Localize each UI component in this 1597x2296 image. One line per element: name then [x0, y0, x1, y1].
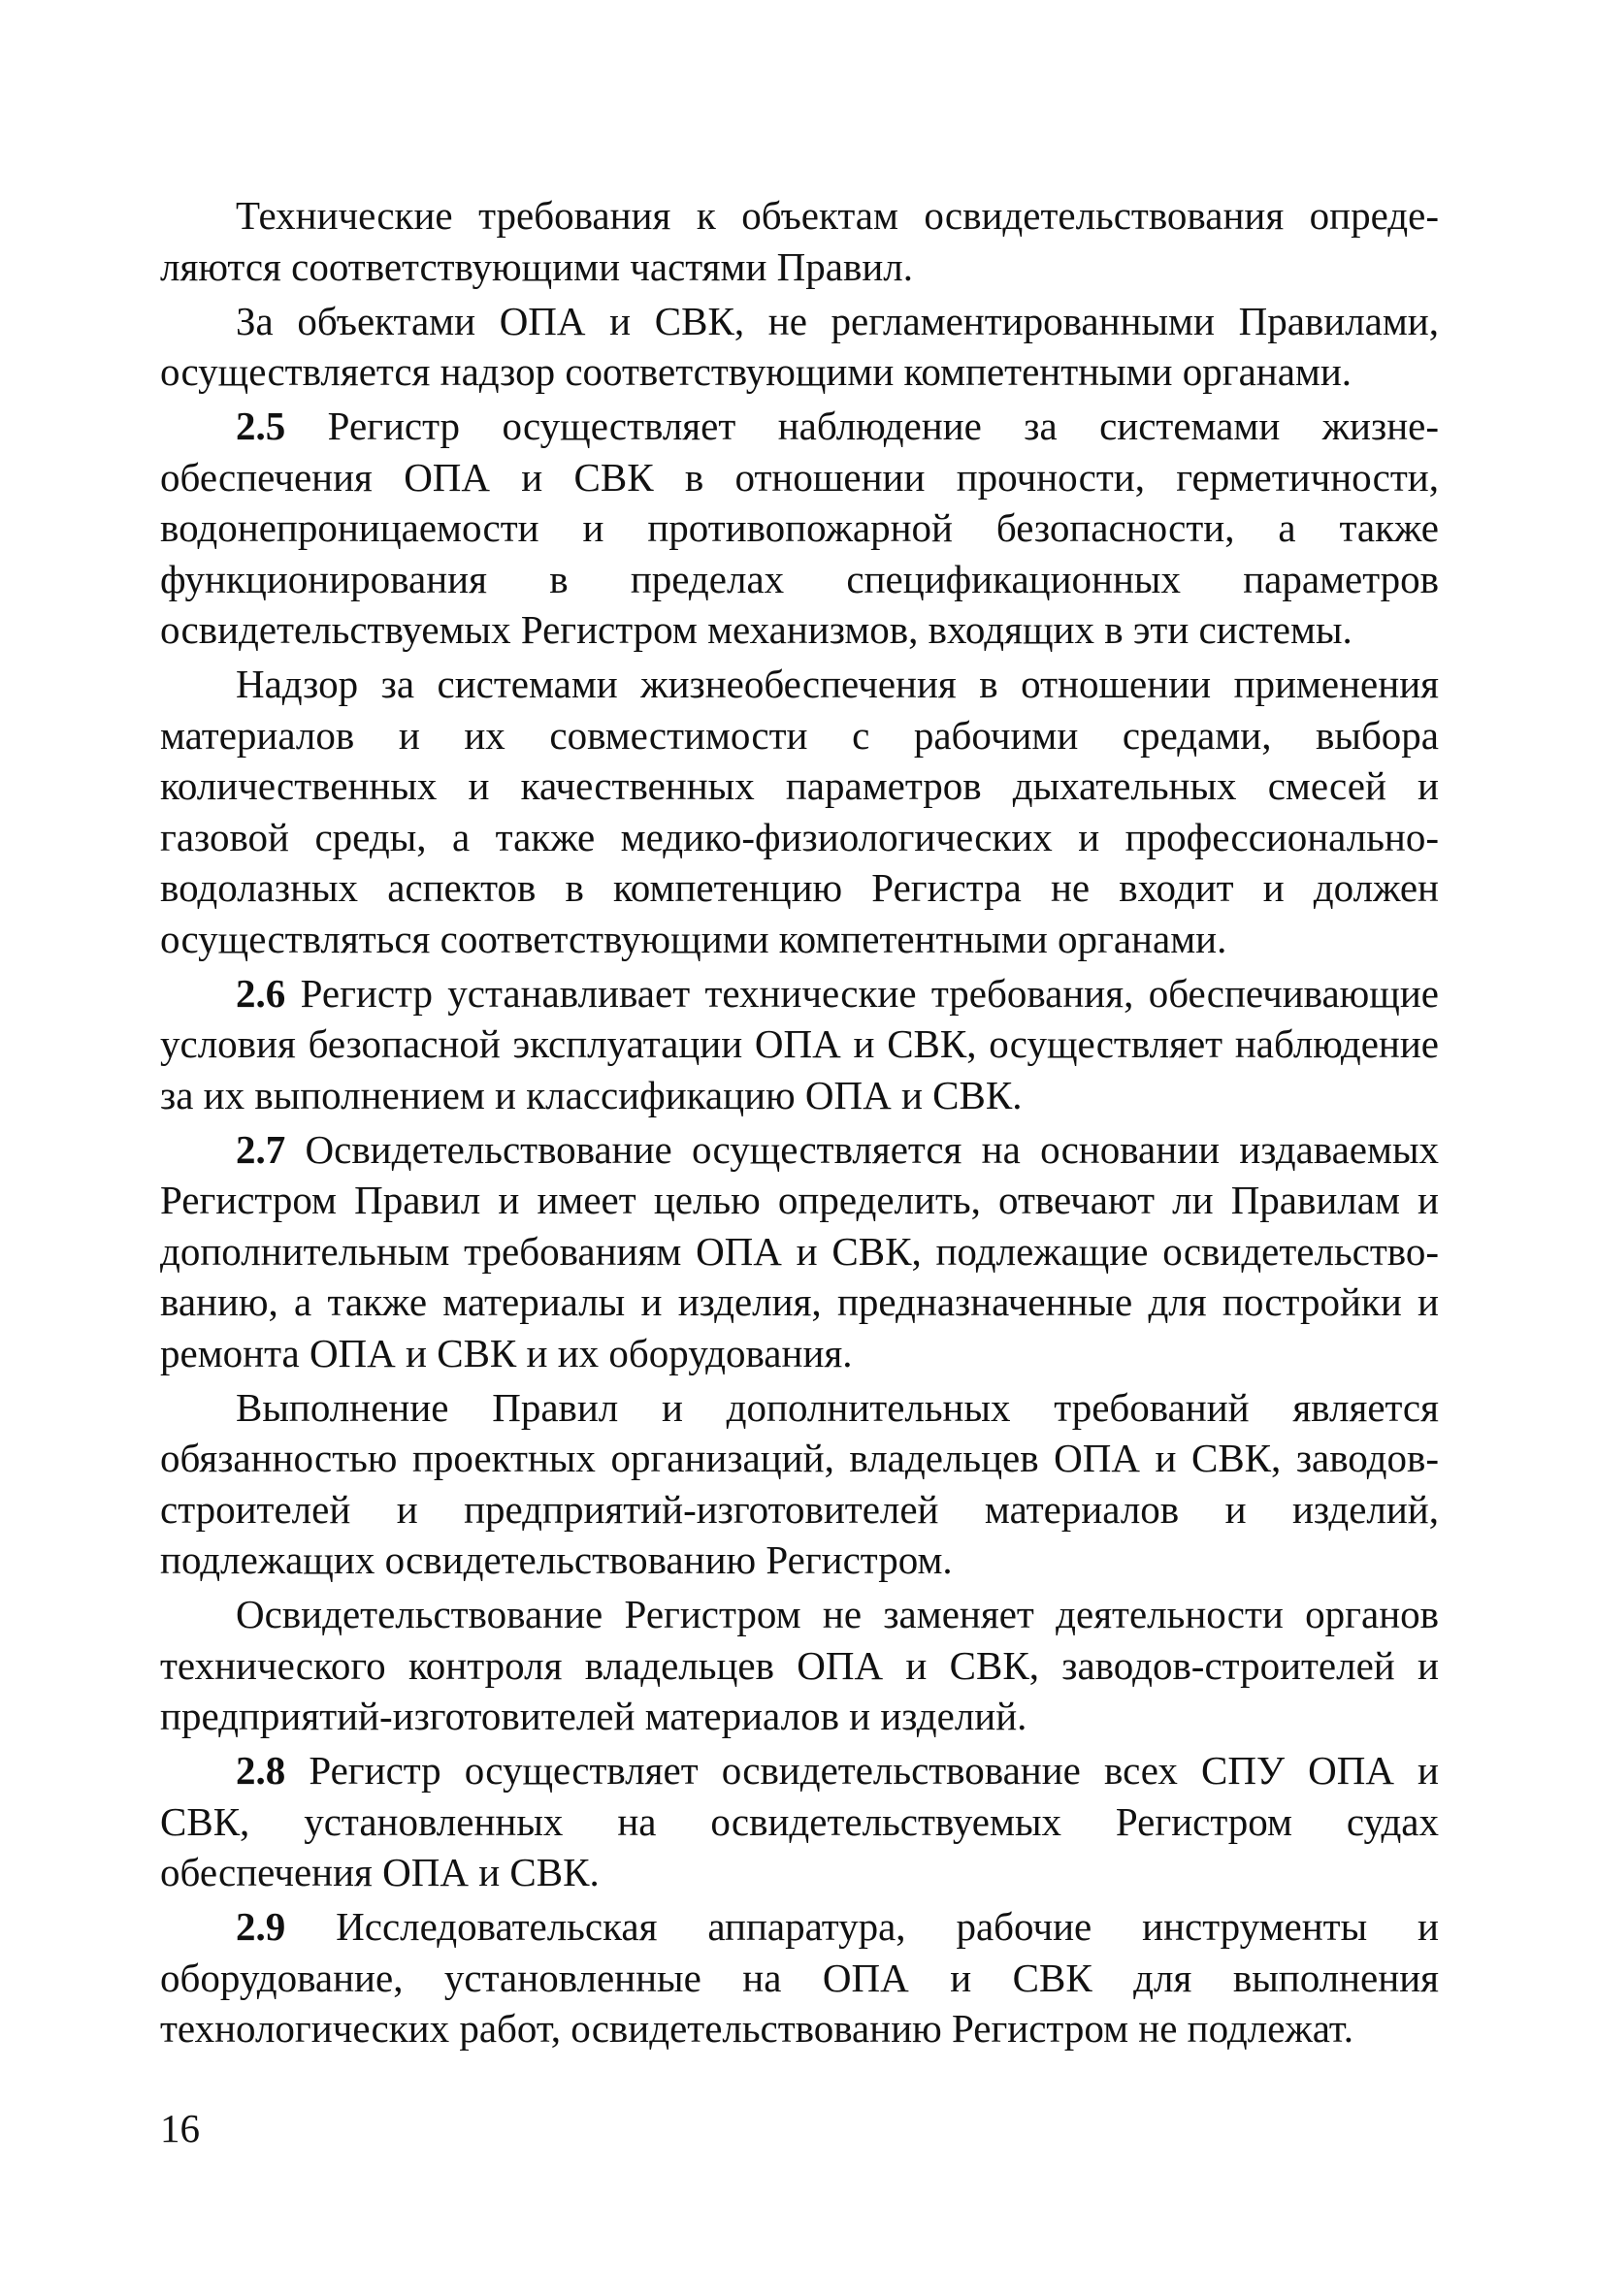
paragraph [160, 190, 1439, 292]
page-number: 16 [160, 2106, 200, 2150]
paragraph-text: Надзор за системами жизнеобеспечения в отношении применения материалов и их совместимости с рабочими средами, выбора количественных и качественных параметров дыхательных смесей и газовой среды, а также медико-физиологических и профессионально-водолазных аспектов в компетенцию Регистра не входит и должен осуществляться соответствующими компетентными органами. [160, 662, 1439, 961]
paragraph-text: Исследовательская аппаратура, рабочие инструменты и оборудование, установленные на ОПА и СВК для выполнения технологических работ, освидетельствованию Регистром не подлежат. [160, 1904, 1439, 2051]
clause-number: 2.9 [236, 1904, 286, 1949]
paragraph [160, 1382, 1439, 1586]
paragraph-text: Освидетельствование осуществляется на основании издаваемых Регистром Правил и имеет целью определить, отвечают ли Правилам и дополнительным требованиям ОПА и СВК, подлежащие освидетельствованию, а также материалы и изделия, предназначенные для постройки и ремонта ОПА и СВК и их оборудования. [160, 1126, 1439, 1375]
paragraph-text: Регистр устанавливает технические требования, обеспечивающие условия безопасной эксплуатации ОПА и СВК, осуществляет наблюдение за их выполнением и классификацию ОПА и СВК. [160, 970, 1439, 1117]
paragraph [160, 1745, 1439, 1898]
body-text [160, 190, 1439, 2057]
paragraph [160, 659, 1439, 964]
paragraph-text: Регистр осуществляет наблюдение за системами жизнеобеспечения ОПА и СВК в отношении прочности, герметичности, водонепроницаемости и противопожарной безопасности, а также функционирования в пределах спецификационных параметров освидетельствуемых Регистром механизмов, входящих в эти системы. [160, 404, 1439, 652]
paragraph [160, 1124, 1439, 1379]
paragraph [160, 296, 1439, 398]
paragraph [160, 401, 1439, 656]
clause-number: 2.5 [236, 404, 286, 448]
paragraph-text: Выполнение Правил и дополнительных требований является обязанностью проектных организаций, владельцев ОПА и СВК, заводов-строителей и предприятий-изготовителей материалов и изделий, подлежащих освидетельствованию Регистром. [160, 1384, 1439, 1582]
paragraph-text: Регистр осуществляет освидетельствование всех СПУ ОПА и СВК, установленных на освидетельствуемых Регистром судах обеспечения ОПА и СВК. [160, 1748, 1439, 1894]
paragraph [160, 1901, 1439, 2054]
paragraph-text: Технические требования к объектам освидетельствования определяются соответствующими частями Правил. [160, 193, 1439, 289]
paragraph [160, 968, 1439, 1121]
clause-number: 2.8 [236, 1748, 286, 1793]
paragraph [160, 1589, 1439, 1742]
clause-number: 2.7 [236, 1126, 286, 1172]
paragraph-text: За объектами ОПА и СВК, не регламентированными Правилами, осуществляется надзор соответствующими компетентными органами. [160, 298, 1439, 394]
paragraph-text: Освидетельствование Регистром не заменяет деятельности органов технического контроля владельцев ОПА и СВК, заводов-строителей и предприятий-изготовителей материалов и изделий. [160, 1592, 1439, 1738]
clause-number: 2.6 [236, 970, 286, 1016]
